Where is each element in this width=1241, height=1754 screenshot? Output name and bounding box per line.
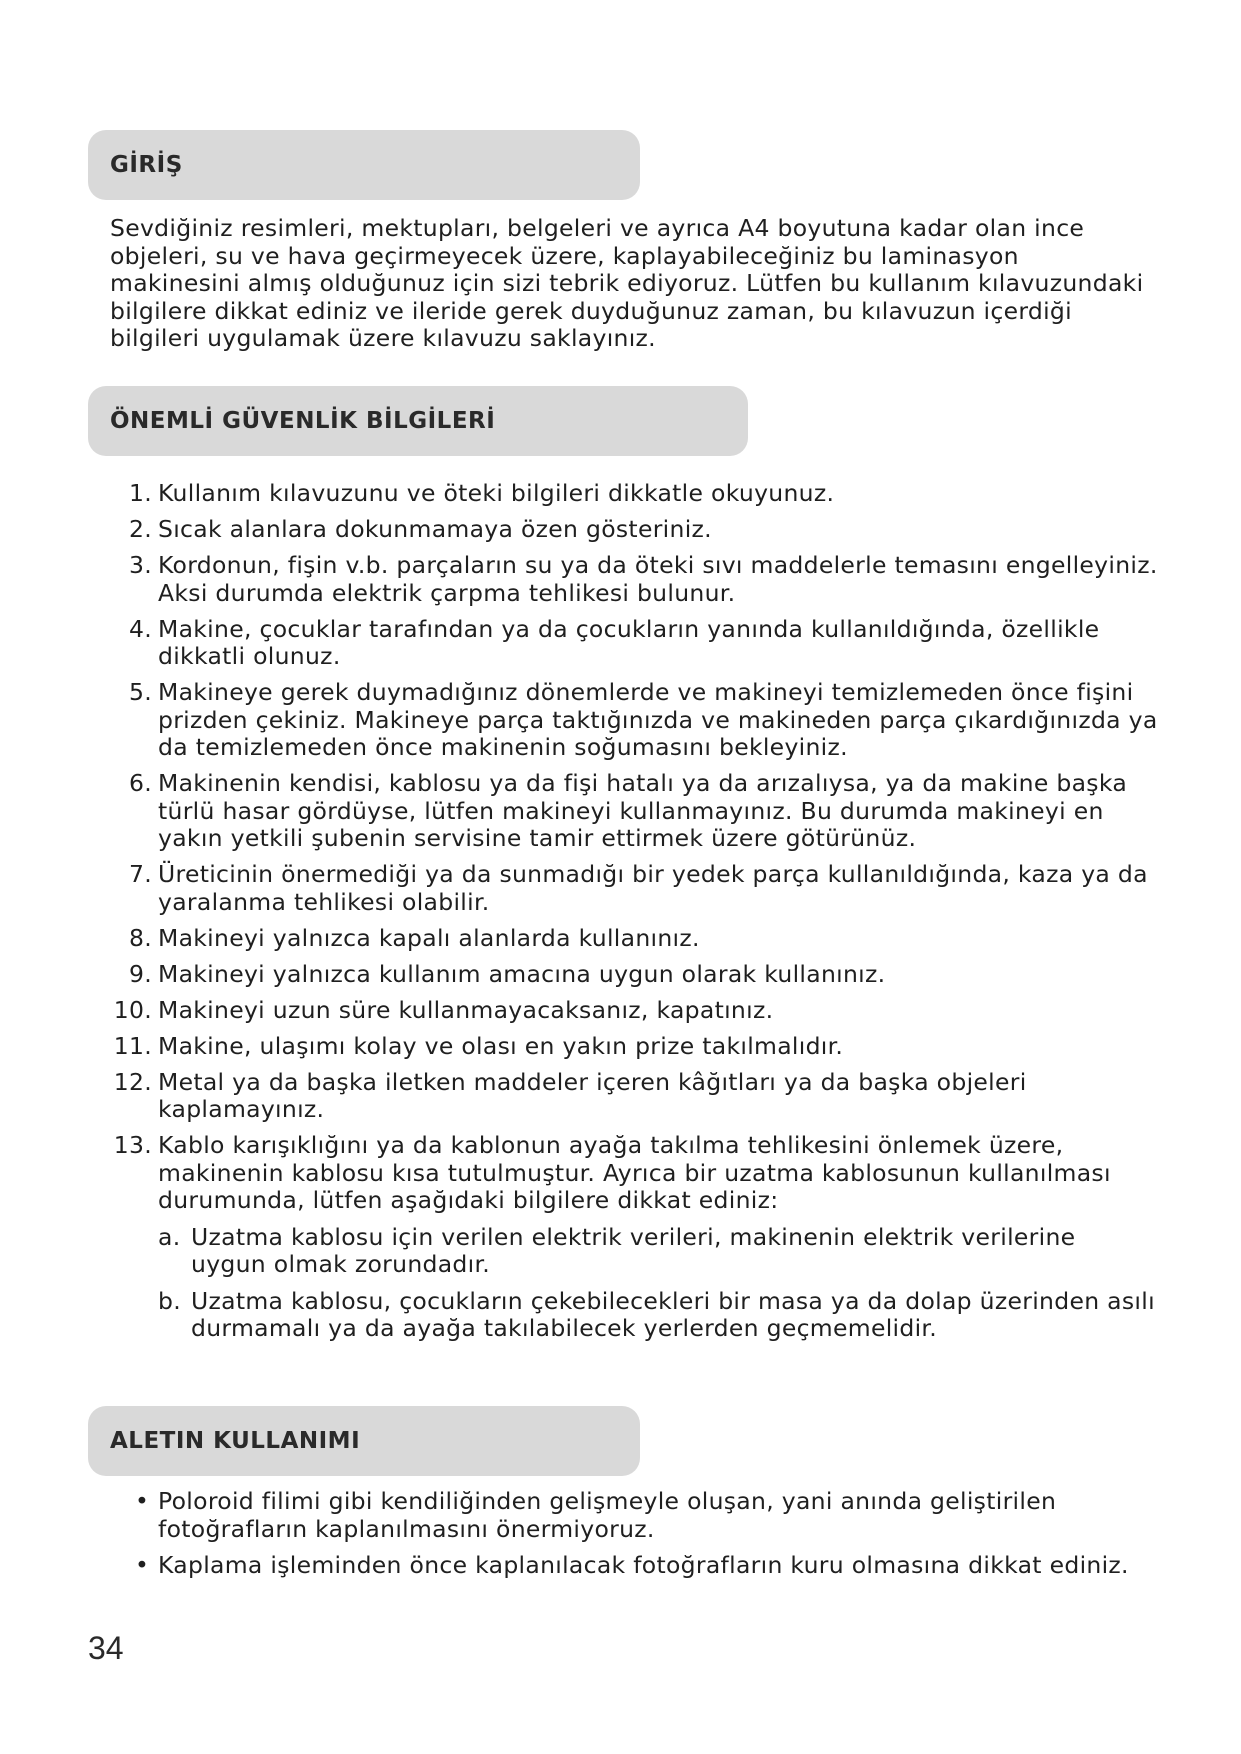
sub-item-letter: a. bbox=[158, 1222, 181, 1251]
sub-list-item bbox=[158, 1224, 1158, 1279]
sub-item-text: Uzatma kablosu için verilen elektrik verileri, makinenin elektrik verilerine uygun olmak zorundadır. bbox=[191, 1222, 1076, 1278]
list-item bbox=[0, 616, 1158, 671]
item-text: Makine, ulaşımı kolay ve olası en yakın prize takılmalıdır. bbox=[158, 1031, 844, 1060]
item-text: Sıcak alanlara dokunmamaya özen gösteriniz. bbox=[158, 515, 712, 543]
item-number: 3. bbox=[128, 551, 152, 579]
list-item bbox=[0, 552, 1158, 607]
section-title: ÖNEMLİ GÜVENLİK BİLGİLERİ bbox=[110, 408, 496, 434]
list-item bbox=[0, 861, 1158, 916]
item-number: 9. bbox=[128, 959, 152, 988]
item-number: 10. bbox=[113, 995, 152, 1024]
item-text: Makineyi uzun süre kullanmayacaksanız, kapatınız. bbox=[158, 995, 774, 1024]
section-title: ALETIN KULLANIMI bbox=[110, 1428, 361, 1454]
list-item bbox=[0, 961, 1158, 989]
sub-item-letter: b. bbox=[158, 1286, 181, 1315]
intro-paragraph: Sevdiğiniz resimleri, mektupları, belgeleri ve ayrıca A4 boyutuna kadar olan ince objeleri, su ve hava geçirmeyecek üzere, kaplayabileceğiniz bu laminasyon makinesini almış olduğunuz için sizi tebrik ediyoruz. Lütfen bu kullanım kılavuzundaki bilgilere dikkat ediniz ve ileride gerek duyduğunuz zaman, bu kılavuzun içerdiği bilgileri uygulamak üzere kılavuzu saklayınız. bbox=[110, 214, 1144, 352]
list-item bbox=[0, 1033, 1158, 1061]
item-number: 1. bbox=[128, 479, 152, 507]
item-text: Poloroid filimi gibi kendiliğinden gelişmeyle oluşan, yani anında geliştirilen fotoğrafların kaplanılmasını önermiyoruz. bbox=[158, 1487, 1057, 1543]
item-text: Makineyi yalnızca kullanım amacına uygun olarak kullanınız. bbox=[158, 959, 886, 988]
bullet-icon: • bbox=[135, 1487, 150, 1515]
safety-list bbox=[0, 480, 1158, 1352]
item-text: Makineye gerek duymadığınız dönemlerde ve makineyi temizlemeden önce fişini prizden çekiniz. Makineye parça taktığınızda ve makineden parça çıkardığınızda ya da temizlemeden önce makinenin soğumasını bekleyiniz. bbox=[158, 678, 1158, 761]
item-text: Kaplama işleminden önce kaplanılacak fotoğrafların kuru olmasına dikkat ediniz. bbox=[158, 1551, 1129, 1579]
section-title: GİRİŞ bbox=[110, 152, 183, 178]
list-item bbox=[0, 516, 1158, 544]
item-number: 13. bbox=[113, 1131, 152, 1159]
list-item bbox=[0, 480, 1158, 508]
list-item bbox=[0, 997, 1158, 1025]
item-text: Kordonun, fişin v.b. parçaların su ya da öteki sıvı maddelerle temasını engelleyiniz. Aksi durumda elektrik çarpma tehlikesi bulunur. bbox=[158, 551, 1158, 607]
item-number: 5. bbox=[128, 678, 152, 706]
item-text: Kablo karışıklığını ya da kablonun ayağa takılma tehlikesini önlemek üzere, makinenin kablosu kısa tutulmuştur. Ayrıca bir uzatma kablosunun kullanılması durumunda, lütfen aşağıdaki bilgilere dikkat ediniz: bbox=[158, 1131, 1111, 1214]
list-item bbox=[0, 925, 1158, 953]
list-item bbox=[0, 770, 1158, 853]
list-item bbox=[0, 679, 1158, 762]
sub-item-text: Uzatma kablosu, çocukların çekebilecekleri bir masa ya da dolap üzerinden asılı durmamalı ya da ayağa takılabilecek yerlerden geçmemelidir. bbox=[191, 1286, 1155, 1342]
list-item bbox=[0, 1069, 1158, 1124]
bullet-icon: • bbox=[135, 1551, 150, 1579]
sub-list-item bbox=[158, 1288, 1158, 1343]
item-number: 6. bbox=[128, 769, 152, 797]
page-number: 34 bbox=[88, 1630, 124, 1666]
item-number: 11. bbox=[113, 1031, 152, 1060]
item-text: Metal ya da başka iletken maddeler içeren kâğıtları ya da başka objeleri kaplamayınız. bbox=[158, 1067, 1027, 1123]
item-text: Makineyi yalnızca kapalı alanlarda kullanınız. bbox=[158, 923, 700, 952]
list-item bbox=[0, 1552, 1158, 1580]
item-text: Üreticinin önermediği ya da sunmadığı bir yedek parça kullanıldığında, kaza ya da yaralanma tehlikesi olabilir. bbox=[158, 860, 1148, 916]
sub-list bbox=[158, 1224, 1158, 1343]
item-text: Kullanım kılavuzunu ve öteki bilgileri dikkatle okuyunuz. bbox=[158, 479, 835, 507]
item-number: 7. bbox=[128, 860, 152, 888]
section-header-intro bbox=[88, 130, 640, 200]
usage-list bbox=[0, 1488, 1158, 1589]
item-number: 4. bbox=[128, 614, 152, 643]
section-header-usage bbox=[88, 1406, 640, 1476]
list-item bbox=[0, 1488, 1158, 1543]
item-text: Makine, çocuklar tarafından ya da çocukların yanında kullanıldığında, özellikle dikkatli olunuz. bbox=[158, 614, 1100, 670]
section-header-safety bbox=[88, 386, 748, 456]
item-text: Makinenin kendisi, kablosu ya da fişi hatalı ya da arızalıysa, ya da makine başka türlü hasar gördüyse, lütfen makineyi kullanmayınız. Bu durumda makineyi en yakın yetkili şubenin servisine tamir ettirmek üzere götürünüz. bbox=[158, 769, 1128, 852]
item-number: 2. bbox=[128, 515, 152, 543]
item-number: 12. bbox=[113, 1067, 152, 1096]
item-number: 8. bbox=[128, 923, 152, 952]
list-item bbox=[0, 1132, 1158, 1343]
